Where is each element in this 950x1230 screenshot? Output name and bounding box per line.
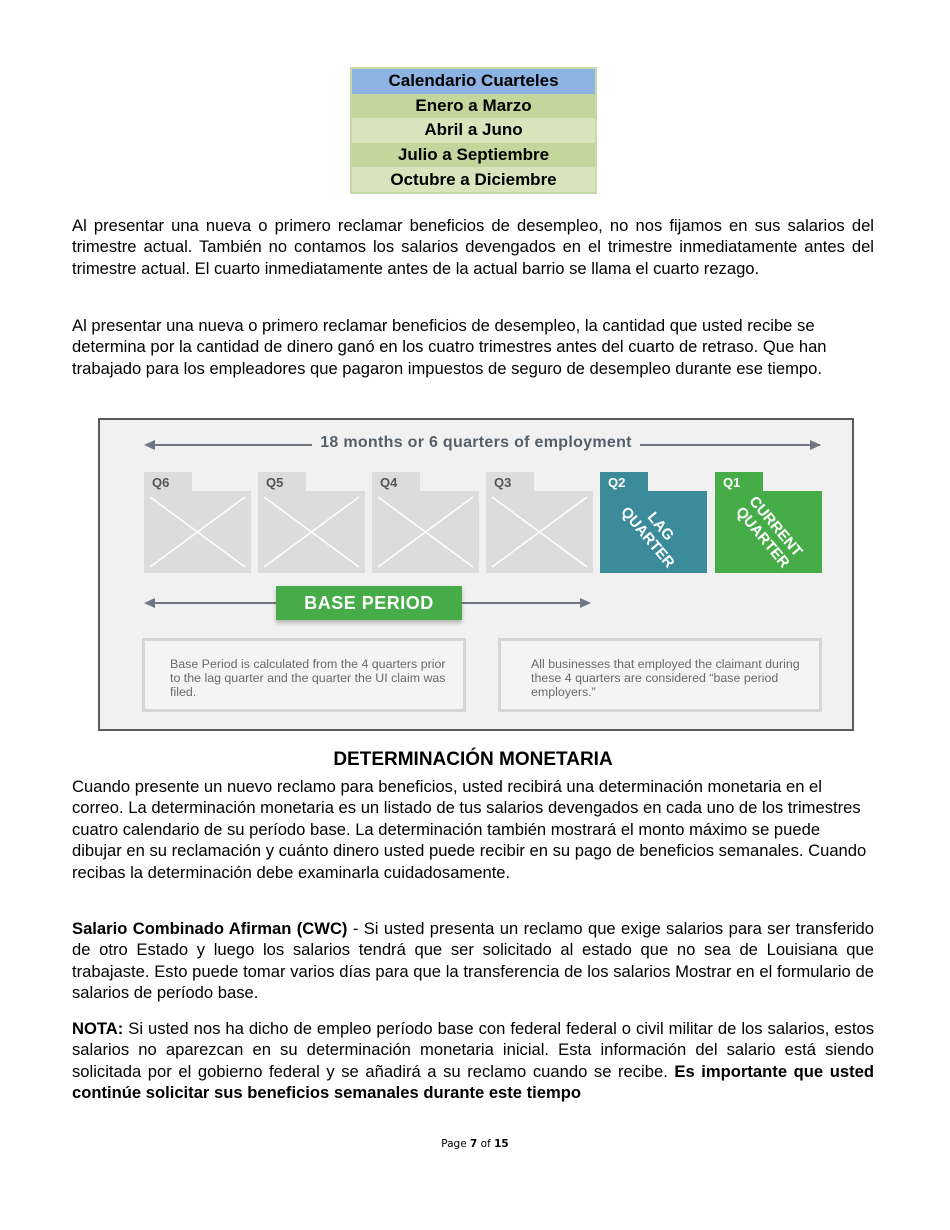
quarters-calendar-table	[350, 67, 597, 194]
paragraph-current-quarter: Al presentar una nueva o primero reclamar beneficios de desempleo, no nos fijamos en sus salarios del trimestre actual. También no contamos los salarios devengados en el trimestre inmediatamente antes del trimestre actual. El cuarto inmediatamente antes de la actual barrio se llama el cuarto rezago.	[72, 216, 874, 278]
quarter-empty-box	[144, 491, 251, 573]
quarter-tab: Q5	[258, 472, 306, 492]
base-period-label: BASE PERIOD	[276, 586, 462, 620]
cross-icon	[258, 491, 365, 573]
paragraph-note	[72, 1018, 874, 1104]
note-important: Es importante que usted continúe solicitar sus beneficios semanales durante este tiempo	[72, 1061, 874, 1103]
quarter-tab: Q4	[372, 472, 420, 492]
note-label: NOTA:	[72, 1019, 124, 1038]
quarter-tab: Q3	[486, 472, 534, 492]
calendar-row: Enero a Marzo	[351, 94, 596, 119]
calendar-row: Abril a Juno	[351, 118, 596, 143]
quarter-tab-lag: Q2	[600, 472, 648, 492]
paragraph-monetary-determination: Cuando presente un nuevo reclamo para beneficios, usted recibirá una determinación monetaria en el correo. La determinación monetaria es un listado de tus salarios devengados en cada uno de los trimestres cuatro calendario de su período base. La determinación también mostrará el monto máximo se puede dibujar en su reclamación y cuánto dinero usted puede recibir en su pago de beneficios semanales. Cuando recibas la determinación debe examinarla cuidadosamente.	[72, 777, 867, 882]
paragraph-base-period: Al presentar una nueva o primero reclamar beneficios de desempleo, la cantidad que usted recibe se determina por la cantidad de dinero ganó en los cuatro trimestres antes del cuarto de retraso. Que han trabajado para los empleadores que pagaron impuestos de seguro de desempleo durante ese tiempo.	[72, 316, 827, 378]
diagram-title: 18 months or 6 quarters of employment	[100, 434, 852, 452]
calendar-row: Octubre a Diciembre	[351, 167, 596, 193]
base-period-diagram	[98, 418, 854, 731]
cross-icon	[486, 491, 593, 573]
page-footer: Page 7 of 15	[441, 1138, 509, 1150]
page-number: 7	[470, 1138, 478, 1150]
cross-icon	[144, 491, 251, 573]
quarter-empty-box	[486, 491, 593, 573]
arrow-right-icon	[580, 598, 591, 608]
cross-icon	[372, 491, 479, 573]
quarter-empty-box	[372, 491, 479, 573]
lag-quarter-box	[600, 491, 707, 573]
paragraph-cwc	[72, 918, 874, 1004]
quarter-tab-current: Q1	[715, 472, 763, 492]
cwc-label: Salario Combinado Afirman (CWC)	[72, 919, 348, 938]
section-heading: DETERMINACIÓN MONETARIA	[333, 749, 613, 770]
current-quarter-box	[715, 491, 822, 573]
current-quarter-label: CURRENT QUARTER	[731, 492, 806, 572]
calendar-header: Calendario Cuarteles	[351, 68, 596, 94]
quarter-empty-box	[258, 491, 365, 573]
base-period-note: Base Period is calculated from the 4 quarters prior to the lag quarter and the quarter the UI claim was filed.	[142, 638, 466, 712]
arrow-left-icon	[144, 598, 155, 608]
cwc-text: - Si usted presenta un reclamo que exige salarios para ser transferido de otro Estado y luego los salarios tendrá que ser solicitado al estado que no sea de Louisiana que trabajaste. Esto puede tomar varios días para que la transferencia de los salarios Mostrar en el formulario de salarios de período base.	[72, 919, 874, 1003]
calendar-row: Julio a Septiembre	[351, 143, 596, 168]
lag-quarter-label: LAG QUARTER	[616, 503, 678, 572]
page-total: 15	[494, 1138, 509, 1150]
employers-note: All businesses that employed the claimant during these 4 quarters are considered “base period employers.”	[498, 638, 822, 712]
note-text: Si usted nos ha dicho de empleo período base con federal federal o civil militar de los salarios, estos salarios no aparezcan en su determinación monetaria inicial. Esta información del salario está siendo solicitada por el gobierno federal y se añadirá a su reclamo cuando se recibe.	[72, 1019, 874, 1081]
quarter-tab: Q6	[144, 472, 192, 492]
